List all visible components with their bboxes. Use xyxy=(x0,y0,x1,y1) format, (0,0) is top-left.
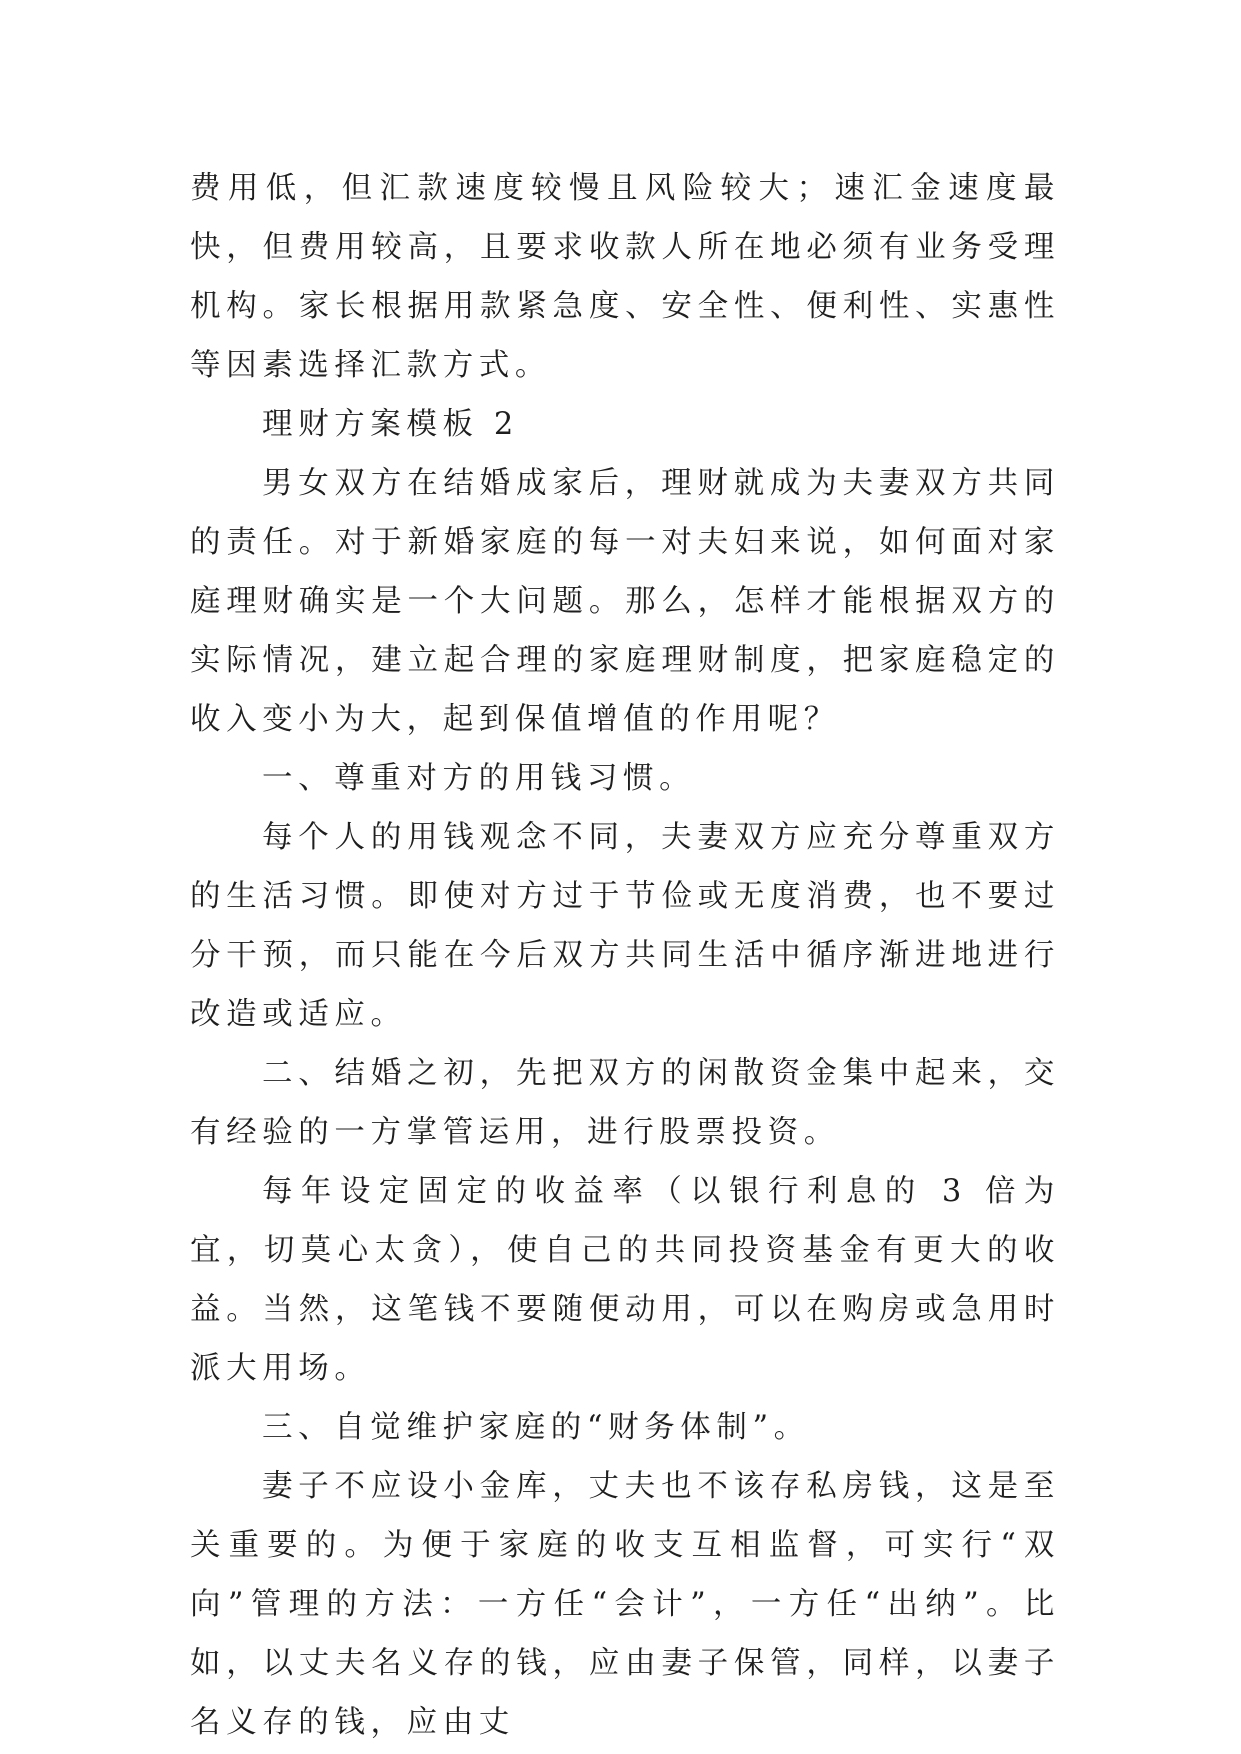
point-one-body: 每个人的用钱观念不同，夫妻双方应充分尊重双方的生活习惯。即使对方过于节俭或无度消费，也不要过分干预，而只能在今后双方共同生活中循序渐进地进行改造或适应。 xyxy=(190,820,1060,1032)
point-two-body: 每年设定固定的收益率（以银行利息的 3 倍为宜，切莫心太贪），使自己的共同投资基金有更大的收益。当然，这笔钱不要随便动用，可以在购房或急用时派大用场。 xyxy=(190,1174,1060,1386)
paragraph-intro: 男女双方在结婚成家后，理财就成为夫妻双方共同的责任。对于新婚家庭的每一对夫妇来说，如何面对家庭理财确实是一个大问题。那么，怎样才能根据双方的实际情况，建立起合理的家庭理财制度，把家庭稳定的收入变小为大，起到保值增值的作用呢？ xyxy=(190,466,1060,737)
section-heading: 理财方案模板 2 xyxy=(262,407,519,442)
paragraph-continuation: 费用低，但汇款速度较慢且风险较大；速汇金速度最快，但费用较高，且要求收款人所在地必须有业务受理机构。家长根据用款紧急度、安全性、便利性、实惠性等因素选择汇款方式。 xyxy=(190,171,1060,383)
point-three-heading: 三、自觉维护家庭的“财务体制”。 xyxy=(262,1410,810,1445)
point-two-heading: 二、结婚之初，先把双方的闲散资金集中起来，交有经验的一方掌管运用，进行股票投资。 xyxy=(190,1056,1060,1150)
document-body xyxy=(190,159,1060,1752)
point-one-heading: 一、尊重对方的用钱习惯。 xyxy=(262,761,696,796)
point-three-body: 妻子不应设小金库，丈夫也不该存私房钱，这是至关重要的。为便于家庭的收支互相监督，可实行“双向”管理的方法：一方任“会计”，一方任“出纳”。比如，以丈夫名义存的钱，应由妻子保管，同样，以妻子名义存的钱，应由丈 xyxy=(190,1469,1060,1740)
